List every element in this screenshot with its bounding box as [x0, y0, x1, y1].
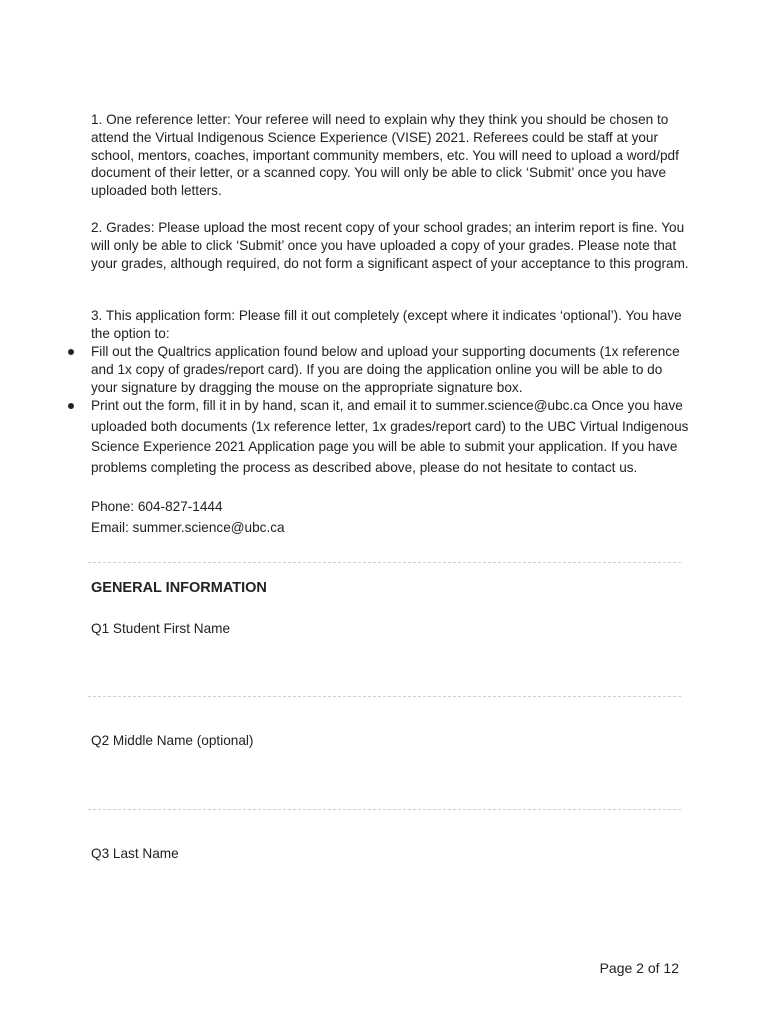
bullet-icon [68, 349, 74, 355]
instruction-application-form: 3. This application form: Please fill it out completely (except where it indicates ‘optional’). You have the option to: [91, 308, 682, 341]
option-online-qualtrics: Fill out the Qualtrics application found below and upload your supporting documents (1x reference and 1x copy of grades/report card). If you are doing the application online you will be able to do your signature by dragging the mouse on the appropriate signature box. [91, 344, 680, 395]
page-number: Page 2 of 12 [599, 960, 679, 976]
question-divider [88, 809, 681, 810]
instruction-reference-letter: 1. One reference letter: Your referee will need to explain why they think you should be chosen to attend the Virtual Indigenous Science Experience (VISE) 2021. Referees could be staff at your school, mentors, coaches, important community members, etc. You will need to upload a word/pdf document of their letter, or a scanned copy. You will only be able to click ‘Submit’ once you have uploaded both letters. [91, 112, 679, 199]
question-divider [88, 696, 681, 697]
option-print-and-email: Print out the form, fill it in by hand, scan it, and email it to summer.science@ubc.ca Once you have uploaded both documents (1x reference letter, 1x grades/report card) to the UBC Virtual Indigenous Science Experience 2021 Application page you will be able to submit your application. If you have problems completing the process as described above, please do not hesitate to contact us. [91, 398, 689, 475]
contact-phone: Phone: 604-827-1444 [91, 499, 223, 514]
question-middle-name: Q2 Middle Name (optional) [91, 733, 254, 748]
question-last-name: Q3 Last Name [91, 846, 179, 861]
question-first-name: Q1 Student First Name [91, 621, 231, 636]
instruction-grades: 2. Grades: Please upload the most recent copy of your school grades; an interim report is fine. You will only be able to click ‘Submit’ once you have uploaded a copy of your grades. Please note that your grades, although required, do not form a significant aspect of your acceptance to this program. [91, 220, 689, 271]
contact-email: Email: summer.science@ubc.ca [91, 520, 285, 535]
bullet-icon [68, 403, 74, 409]
section-heading: GENERAL INFORMATION [91, 580, 267, 596]
section-divider [88, 562, 681, 563]
